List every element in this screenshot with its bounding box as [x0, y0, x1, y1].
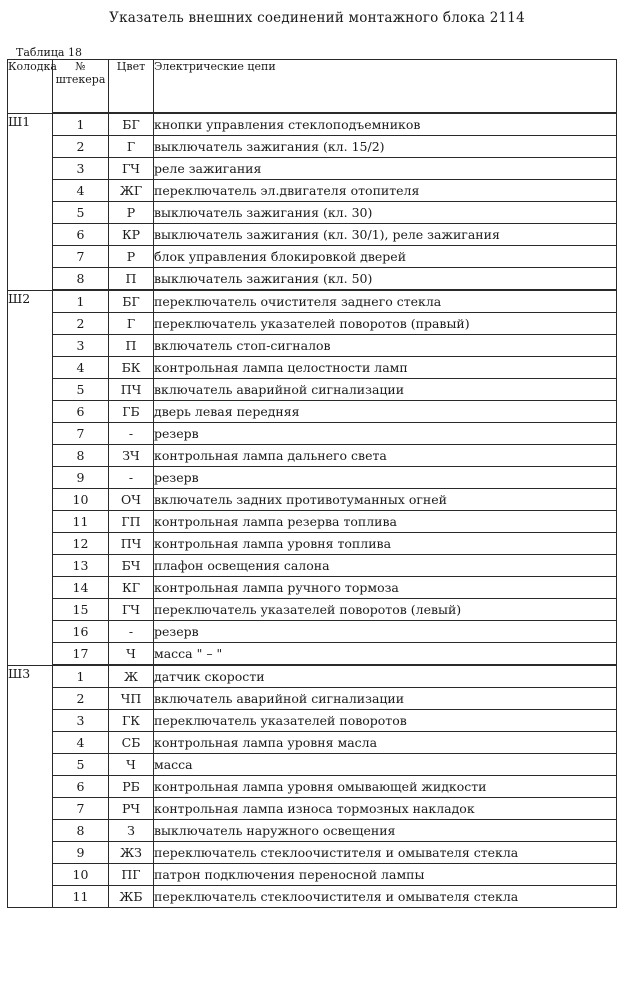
- pin-number: 6: [53, 776, 109, 798]
- pin-number: 11: [53, 886, 109, 908]
- circuit-description: контрольная лампа дальнего света: [154, 445, 617, 467]
- pin-number: 9: [53, 467, 109, 489]
- pin-number: 5: [53, 379, 109, 401]
- pin-number: 2: [53, 136, 109, 158]
- wire-color: Р: [109, 202, 154, 224]
- table-row: [8, 710, 617, 732]
- header-circuit: Электрические цепи: [154, 60, 617, 114]
- wire-color: ЗЧ: [109, 445, 154, 467]
- wire-color: ГП: [109, 511, 154, 533]
- circuit-description: резерв: [154, 467, 617, 489]
- table-row: [8, 202, 617, 224]
- wire-color: -: [109, 423, 154, 445]
- pin-number: 2: [53, 688, 109, 710]
- wire-color: ЖБ: [109, 886, 154, 908]
- pin-number: 10: [53, 489, 109, 511]
- pin-number: 3: [53, 335, 109, 357]
- wire-color: Р: [109, 246, 154, 268]
- table-row: [8, 798, 617, 820]
- circuit-description: масса: [154, 754, 617, 776]
- wire-color: ПЧ: [109, 379, 154, 401]
- circuit-description: переключатель указателей поворотов (правый): [154, 313, 617, 335]
- wire-color: РЧ: [109, 798, 154, 820]
- kolodka-label: Ш1: [8, 113, 53, 290]
- table-row: [8, 577, 617, 599]
- circuit-description: плафон освещения салона: [154, 555, 617, 577]
- table-row: [8, 621, 617, 643]
- circuit-description: контрольная лампа резерва топлива: [154, 511, 617, 533]
- circuit-description: контрольная лампа износа тормозных накладок: [154, 798, 617, 820]
- table-row: [8, 754, 617, 776]
- wire-color: КГ: [109, 577, 154, 599]
- pin-number: 5: [53, 202, 109, 224]
- wire-color: РБ: [109, 776, 154, 798]
- circuit-description: контрольная лампа уровня масла: [154, 732, 617, 754]
- table-row: [8, 467, 617, 489]
- table-row: [8, 599, 617, 621]
- circuit-description: резерв: [154, 423, 617, 445]
- pin-number: 1: [53, 665, 109, 688]
- wire-color: ЖГ: [109, 180, 154, 202]
- kolodka-label: Ш2: [8, 290, 53, 665]
- wire-color: -: [109, 621, 154, 643]
- circuit-description: контрольная лампа уровня омывающей жидкости: [154, 776, 617, 798]
- wire-color: -: [109, 467, 154, 489]
- table-row: [8, 136, 617, 158]
- pin-number: 16: [53, 621, 109, 643]
- circuit-description: переключатель стеклоочистителя и омывателя стекла: [154, 886, 617, 908]
- pin-number: 11: [53, 511, 109, 533]
- table-row: [8, 401, 617, 423]
- wire-color: ЖЗ: [109, 842, 154, 864]
- wire-color: БГ: [109, 113, 154, 136]
- pin-number: 7: [53, 423, 109, 445]
- table-row: [8, 688, 617, 710]
- header-pin-number: № штекера: [53, 60, 109, 114]
- circuit-description: переключатель указателей поворотов: [154, 710, 617, 732]
- circuit-description: включатель аварийной сигнализации: [154, 379, 617, 401]
- pin-number: 1: [53, 290, 109, 313]
- wire-color: ПЧ: [109, 533, 154, 555]
- circuit-description: выключатель зажигания (кл. 50): [154, 268, 617, 291]
- pin-number: 1: [53, 113, 109, 136]
- pin-number: 12: [53, 533, 109, 555]
- circuit-description: контрольная лампа целостности ламп: [154, 357, 617, 379]
- table-row: [8, 158, 617, 180]
- table-row: [8, 533, 617, 555]
- table-caption: Таблица 18: [16, 46, 82, 59]
- table-row: [8, 268, 617, 291]
- pin-number: 4: [53, 732, 109, 754]
- table-row: [8, 732, 617, 754]
- table-row: [8, 224, 617, 246]
- table-row: [8, 445, 617, 467]
- table-row: [8, 290, 617, 313]
- circuit-description: переключатель указателей поворотов (левый): [154, 599, 617, 621]
- wire-color: Ч: [109, 754, 154, 776]
- circuit-description: переключатель стеклоочистителя и омывателя стекла: [154, 842, 617, 864]
- wire-color: Г: [109, 136, 154, 158]
- wire-color: СБ: [109, 732, 154, 754]
- table-row: [8, 423, 617, 445]
- table-row: [8, 489, 617, 511]
- table-row: [8, 357, 617, 379]
- pin-number: 5: [53, 754, 109, 776]
- table-row: [8, 379, 617, 401]
- table-row: [8, 246, 617, 268]
- wire-color: ЧП: [109, 688, 154, 710]
- circuit-description: патрон подключения переносной лампы: [154, 864, 617, 886]
- wire-color: ПГ: [109, 864, 154, 886]
- wire-color: ГК: [109, 710, 154, 732]
- pin-number: 10: [53, 864, 109, 886]
- circuit-description: включатель задних противотуманных огней: [154, 489, 617, 511]
- page-title: Указатель внешних соединений монтажного блока 2114: [109, 10, 525, 26]
- wire-color: З: [109, 820, 154, 842]
- circuit-description: контрольная лампа уровня топлива: [154, 533, 617, 555]
- wire-color: Г: [109, 313, 154, 335]
- circuit-description: выключатель зажигания (кл. 15/2): [154, 136, 617, 158]
- pin-number: 9: [53, 842, 109, 864]
- table-row: [8, 313, 617, 335]
- circuit-description: выключатель зажигания (кл. 30/1), реле зажигания: [154, 224, 617, 246]
- pin-number: 15: [53, 599, 109, 621]
- connections-table: [7, 59, 617, 908]
- pin-number: 8: [53, 268, 109, 291]
- table-row: [8, 180, 617, 202]
- wire-color: БК: [109, 357, 154, 379]
- circuit-description: выключатель наружного освещения: [154, 820, 617, 842]
- table-row: [8, 555, 617, 577]
- wire-color: П: [109, 335, 154, 357]
- wire-color: БЧ: [109, 555, 154, 577]
- table-row: [8, 511, 617, 533]
- pin-number: 3: [53, 158, 109, 180]
- pin-number: 7: [53, 246, 109, 268]
- wire-color: БГ: [109, 290, 154, 313]
- wire-color: ГБ: [109, 401, 154, 423]
- circuit-description: переключатель эл.двигателя отопителя: [154, 180, 617, 202]
- wire-color: П: [109, 268, 154, 291]
- table-row: [8, 820, 617, 842]
- circuit-description: масса " – ": [154, 643, 617, 666]
- circuit-description: блок управления блокировкой дверей: [154, 246, 617, 268]
- wire-color: ГЧ: [109, 158, 154, 180]
- wire-color: ОЧ: [109, 489, 154, 511]
- circuit-description: резерв: [154, 621, 617, 643]
- table-row: [8, 886, 617, 908]
- circuit-description: контрольная лампа ручного тормоза: [154, 577, 617, 599]
- table-row: [8, 842, 617, 864]
- circuit-description: включатель стоп-сигналов: [154, 335, 617, 357]
- pin-number: 2: [53, 313, 109, 335]
- table-row: [8, 864, 617, 886]
- wire-color: ГЧ: [109, 599, 154, 621]
- table-row: [8, 643, 617, 666]
- table-row: [8, 113, 617, 136]
- table-row: [8, 335, 617, 357]
- circuit-description: включатель аварийной сигнализации: [154, 688, 617, 710]
- pin-number: 3: [53, 710, 109, 732]
- pin-number: 13: [53, 555, 109, 577]
- table-row: [8, 776, 617, 798]
- table-body: [8, 113, 617, 908]
- table-header-row: [8, 60, 617, 114]
- header-kolodka: Колодка: [8, 60, 53, 114]
- table-row: [8, 665, 617, 688]
- pin-number: 14: [53, 577, 109, 599]
- pin-number: 6: [53, 401, 109, 423]
- pin-number: 6: [53, 224, 109, 246]
- kolodka-label: Ш3: [8, 665, 53, 908]
- wire-color: Ч: [109, 643, 154, 666]
- pin-number: 17: [53, 643, 109, 666]
- header-color: Цвет: [109, 60, 154, 114]
- wire-color: КР: [109, 224, 154, 246]
- circuit-description: дверь левая передняя: [154, 401, 617, 423]
- pin-number: 8: [53, 820, 109, 842]
- circuit-description: переключатель очистителя заднего стекла: [154, 290, 617, 313]
- circuit-description: выключатель зажигания (кл. 30): [154, 202, 617, 224]
- circuit-description: датчик скорости: [154, 665, 617, 688]
- wire-color: Ж: [109, 665, 154, 688]
- circuit-description: кнопки управления стеклоподъемников: [154, 113, 617, 136]
- pin-number: 4: [53, 180, 109, 202]
- pin-number: 7: [53, 798, 109, 820]
- circuit-description: реле зажигания: [154, 158, 617, 180]
- pin-number: 4: [53, 357, 109, 379]
- pin-number: 8: [53, 445, 109, 467]
